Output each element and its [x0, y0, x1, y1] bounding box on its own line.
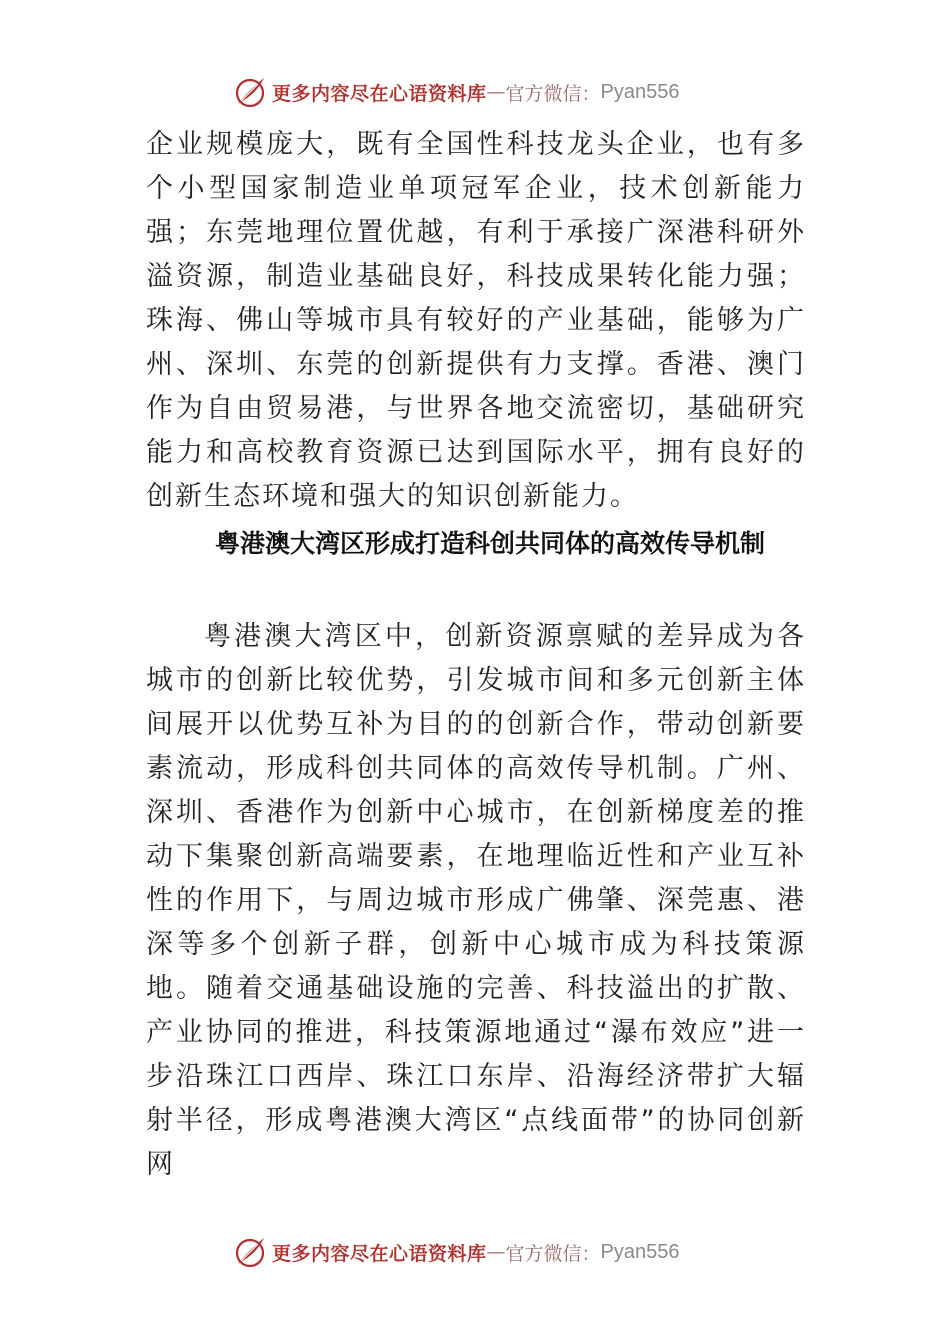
- section-heading: 粤港澳大湾区形成打造科创共同体的高效传导机制: [214, 529, 765, 558]
- feather-logo-icon: [232, 1234, 268, 1270]
- header-watermark: [232, 72, 680, 112]
- watermark-wechat-id: Pyan556: [600, 80, 680, 103]
- watermark-label: 官方微信：: [505, 82, 601, 105]
- watermark-separator: —: [486, 1241, 506, 1263]
- feather-logo-icon: [232, 74, 268, 110]
- body-paragraph-2: 粤港澳大湾区中，创新资源禀赋的差异成为各城市的创新比较优势，引发城市间和多元创新主体间展开以优势互补为目的的创新合作，带动创新要素流动，形成科创共同体的高效传导机制。广州、深圳、香港作为创新中心城市，在创新梯度差的推动下集聚创新高端要素，在地理临近性和产业互补性的作用下，与周边城市形成广佛肇、深莞惠、港深等多个创新子群，创新中心城市成为科技策源地。随着交通基础设施的完善、科技溢出的扩散、产业协同的推进，科技策源地通过“瀑布效应”进一步沿珠江口西岸、珠江口东岸、沿海经济带扩大辐射半径，形成粤港澳大湾区“点线面带”的协同创新网: [146, 621, 806, 1180]
- watermark-main-text: 更多内容尽在心语资料库: [272, 1242, 487, 1265]
- watermark-label: 官方微信：: [505, 1242, 601, 1265]
- body-paragraph-1: 企业规模庞大，既有全国性科技龙头企业，也有多个小型国家制造业单项冠军企业，技术创新能力强；东莞地理位置优越，有利于承接广深港科研外溢资源，制造业基础良好，科技成果转化能力强；珠海、佛山等城市具有较好的产业基础，能够为广州、深圳、东莞的创新提供有力支撑。香港、澳门作为自由贸易港，与世界各地交流密切，基础研究能力和高校教育资源已达到国际水平，拥有良好的创新生态环境和强大的知识创新能力。: [146, 129, 806, 512]
- watermark-main-text: 更多内容尽在心语资料库: [272, 82, 487, 105]
- watermark-wechat-id: Pyan556: [600, 1240, 680, 1263]
- footer-watermark: [232, 1232, 680, 1272]
- watermark-separator: —: [486, 81, 506, 103]
